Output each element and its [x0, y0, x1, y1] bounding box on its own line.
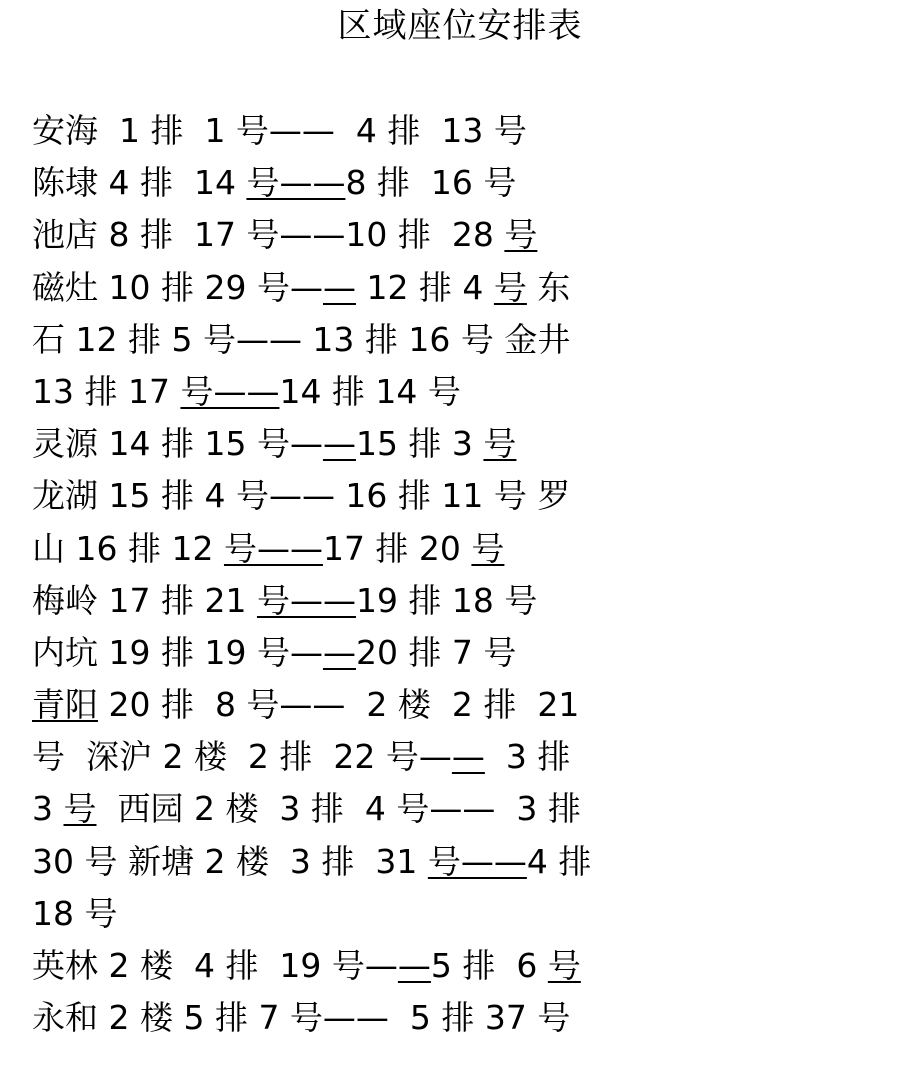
text-segment: 19 排 18 号: [355, 580, 538, 620]
text-segment: 20 排 8 号—— 2 楼 2 排 21: [98, 685, 580, 725]
seating-line: [32, 418, 632, 470]
text-segment: 灵源 14 排 15 号—: [32, 424, 323, 464]
seating-line: [32, 888, 632, 940]
text-segment: 17 排 20: [322, 528, 472, 568]
seating-line: [32, 836, 632, 888]
underlined-text: 号: [547, 946, 581, 985]
underlined-text: 号: [63, 789, 97, 829]
text-segment: 13 排 17: [32, 371, 181, 411]
text-segment: 陈埭 4 排 14: [32, 163, 247, 203]
seating-line: [32, 679, 632, 731]
text-segment: 安海 1 排 1 号—— 4 排 13 号: [32, 111, 527, 150]
text-segment: 5 排 6: [430, 946, 548, 985]
text-segment: 磁灶 10 排 29 号—: [32, 267, 323, 307]
seating-list: [32, 105, 632, 1044]
underlined-text: —: [397, 946, 431, 985]
underlined-text: 号——: [180, 371, 280, 411]
document-title: 区域座位安排表: [337, 6, 583, 46]
text-segment: 8 排 16 号: [345, 163, 517, 203]
text-segment: 梅岭 17 排 21: [32, 580, 257, 620]
underlined-text: 号: [483, 424, 517, 464]
seating-line: [32, 731, 632, 783]
underlined-text: 号: [504, 215, 538, 255]
text-segment: 3: [32, 789, 64, 829]
text-segment: 3 排: [484, 737, 571, 777]
seating-line: [32, 314, 632, 366]
underlined-text: 号: [493, 267, 527, 307]
underlined-text: —: [322, 267, 356, 307]
underlined-text: 青阳: [32, 685, 98, 725]
seating-line: [32, 523, 632, 575]
underlined-text: 号: [471, 528, 505, 568]
text-segment: 西园 2 楼 3 排 4 号—— 3 排: [96, 789, 581, 829]
seating-line: [32, 627, 632, 679]
text-segment: 30 号 新塘 2 楼 3 排 31: [32, 841, 428, 881]
text-segment: 14 排 14 号: [279, 371, 461, 411]
underlined-text: —: [322, 424, 356, 464]
text-segment: 英林 2 楼 4 排 19 号—: [32, 946, 398, 985]
seating-line: [32, 209, 632, 261]
text-segment: 12 排 4: [355, 267, 494, 307]
text-segment: 石 12 排 5 号—— 13 排 16 号 金井: [32, 319, 571, 359]
seating-line: [32, 105, 632, 157]
text-segment: 东: [526, 267, 571, 307]
seating-line: [32, 992, 632, 1044]
text-segment: 号 深沪 2 楼 2 排 22 号—: [32, 737, 452, 777]
text-segment: 龙湖 15 排 4 号—— 16 排 11 号 罗: [32, 476, 571, 516]
underlined-text: 号——: [256, 580, 356, 620]
text-segment: 永和 2 楼 5 排 7 号—— 5 排 37 号: [32, 998, 571, 1038]
seating-line: [32, 575, 632, 627]
seating-line: [32, 940, 632, 992]
text-segment: 山 16 排 12: [32, 528, 224, 568]
underlined-text: 号——: [246, 163, 346, 203]
text-segment: 18 号: [32, 893, 118, 933]
seating-line: [32, 262, 632, 314]
seating-line: [32, 783, 632, 835]
text-segment: 20 排 7 号: [355, 632, 517, 672]
text-segment: 15 排 3: [355, 424, 484, 464]
seating-line: [32, 470, 632, 522]
underlined-text: —: [322, 632, 356, 672]
underlined-text: 号——: [427, 841, 527, 881]
text-segment: 内坑 19 排 19 号—: [32, 632, 323, 672]
text-segment: 4 排: [526, 841, 592, 881]
seating-line: [32, 366, 632, 418]
seating-line: [32, 157, 632, 209]
underlined-text: —: [451, 737, 485, 777]
underlined-text: 号——: [223, 528, 323, 568]
text-segment: 池店 8 排 17 号——10 排 28: [32, 215, 505, 255]
